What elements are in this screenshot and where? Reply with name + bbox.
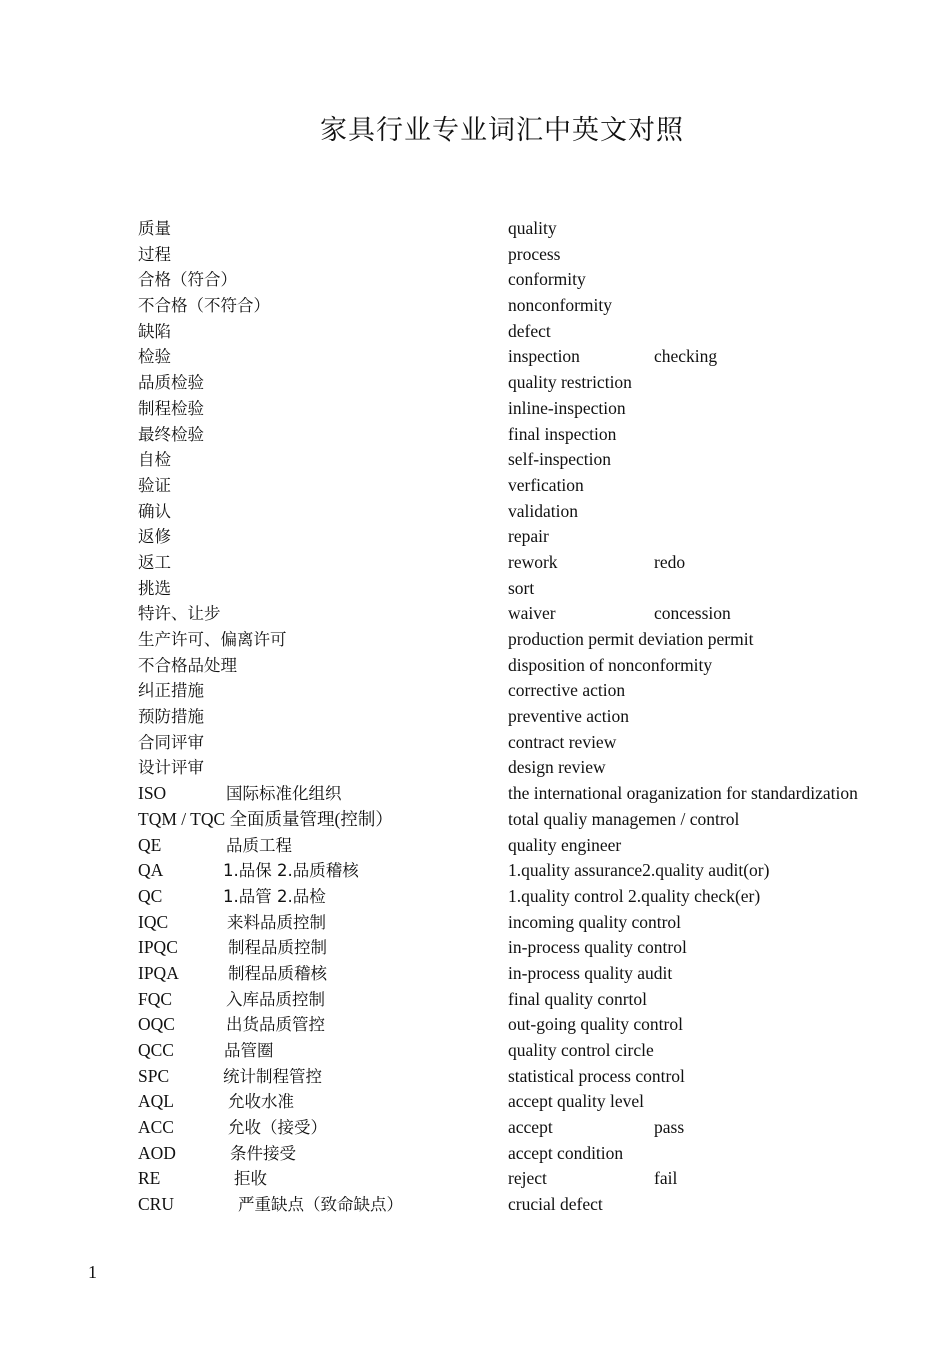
glossary-row — [138, 550, 918, 576]
chinese-term: 不合格品处理 — [138, 655, 237, 675]
abbreviation: RE — [138, 1168, 161, 1189]
abbreviation: TQM / TQC 全面质量管理(控制） — [138, 808, 393, 829]
english-term: quality restriction — [508, 372, 632, 393]
english-term: the international oraganization for standardization — [508, 783, 858, 804]
page-number: 1 — [88, 1262, 97, 1282]
glossary-row — [138, 473, 918, 499]
chinese-term: 品质检验 — [138, 373, 204, 393]
english-term: crucial defect — [508, 1194, 603, 1215]
english-term-alt: concession — [654, 603, 731, 624]
chinese-term: 拒收 — [234, 1169, 267, 1189]
chinese-term: 严重缺点（致命缺点） — [238, 1195, 403, 1215]
english-term-alt: redo — [654, 551, 686, 572]
abbreviation: ACC — [138, 1117, 174, 1138]
chinese-term: 来料品质控制 — [227, 912, 326, 932]
english-term: corrective action — [508, 680, 626, 701]
chinese-term: 不合格（不符合） — [138, 296, 270, 316]
glossary-row — [138, 653, 918, 679]
glossary-row — [138, 961, 918, 987]
chinese-term: 条件接受 — [230, 1143, 296, 1163]
glossary-row — [138, 1166, 918, 1192]
abbreviation: IPQC — [138, 937, 178, 958]
abbreviation: QC — [138, 885, 163, 906]
chinese-term: 出货品质管控 — [226, 1015, 325, 1035]
chinese-term: 1.品管 2.品检 — [223, 886, 326, 906]
document-title: 家具行业专业词汇中英文对照 — [320, 115, 684, 146]
english-term: validation — [508, 500, 578, 521]
glossary-row — [138, 910, 918, 936]
glossary-row — [138, 781, 918, 807]
english-term: quality engineer — [508, 834, 622, 855]
abbreviation: FQC — [138, 988, 173, 1009]
chinese-term: 返工 — [138, 552, 171, 572]
chinese-term: 允收（接受） — [228, 1118, 327, 1138]
glossary-row — [138, 987, 918, 1013]
abbreviation: QA — [138, 860, 164, 881]
english-term: process — [508, 243, 561, 264]
glossary-row — [138, 319, 918, 345]
english-term: quality — [508, 218, 557, 238]
english-term: accept condition — [508, 1142, 624, 1163]
english-term: rework — [508, 551, 558, 572]
chinese-term: 特许、让步 — [138, 604, 221, 624]
glossary-row — [138, 370, 918, 396]
english-term: out-going quality control — [508, 1014, 683, 1035]
glossary-row — [138, 678, 918, 704]
english-term: verfication — [508, 474, 584, 495]
english-term: quality control circle — [508, 1040, 654, 1060]
glossary-table — [138, 216, 918, 1218]
chinese-term: 品质工程 — [226, 835, 292, 855]
english-term: reject — [508, 1168, 547, 1189]
abbreviation: OQC — [138, 1014, 175, 1035]
abbreviation: ISO — [138, 783, 167, 804]
glossary-row — [138, 884, 918, 910]
chinese-term: 合同评审 — [138, 732, 204, 752]
glossary-row — [138, 627, 918, 653]
glossary-row — [138, 833, 918, 859]
glossary-row — [138, 216, 918, 242]
chinese-term: 质量 — [138, 219, 171, 238]
chinese-term: 检验 — [138, 347, 171, 367]
english-term: total qualiy managemen / control — [508, 808, 740, 829]
english-term: 1.quality assurance2.quality audit(or) — [508, 860, 770, 881]
abbreviation: AOD — [138, 1142, 176, 1163]
chinese-term: 自检 — [138, 450, 171, 470]
glossary-row — [138, 242, 918, 268]
glossary-row — [138, 1141, 918, 1167]
chinese-term: 纠正措施 — [138, 681, 204, 701]
english-term: nonconformity — [508, 295, 613, 316]
chinese-term: 生产许可、偏离许可 — [138, 630, 287, 649]
abbreviation: QE — [138, 834, 162, 855]
chinese-term: 过程 — [138, 244, 171, 264]
chinese-term: 挑选 — [138, 578, 171, 598]
chinese-term: 缺陷 — [138, 321, 171, 341]
chinese-term: 制程品质控制 — [228, 938, 327, 958]
english-term: waiver — [508, 603, 556, 624]
chinese-term: 合格（符合） — [138, 270, 237, 290]
chinese-term: 设计评审 — [138, 758, 204, 778]
glossary-row — [138, 935, 918, 961]
english-term: accept quality level — [508, 1091, 645, 1112]
english-term-alt: fail — [654, 1168, 678, 1189]
glossary-row — [138, 1064, 918, 1090]
english-term: 1.quality control 2.quality check(er) — [508, 885, 761, 906]
glossary-row — [138, 601, 918, 627]
english-term: final inspection — [508, 423, 617, 444]
english-term: self-inspection — [508, 449, 612, 470]
english-term: design review — [508, 757, 606, 778]
glossary-row — [138, 396, 918, 422]
glossary-row — [138, 1192, 918, 1218]
abbreviation: AQL — [138, 1091, 174, 1112]
glossary-row — [138, 576, 918, 602]
glossary-row — [138, 1115, 918, 1141]
glossary-row — [138, 293, 918, 319]
chinese-term: 国际标准化组织 — [226, 784, 342, 804]
chinese-term: 确认 — [138, 501, 171, 521]
english-term: in-process quality audit — [508, 962, 673, 983]
glossary-row — [138, 524, 918, 550]
glossary-row — [138, 1038, 918, 1064]
abbreviation: QCC — [138, 1040, 174, 1060]
english-term: inline-inspection — [508, 397, 626, 418]
glossary-row — [138, 858, 918, 884]
english-term: production permit deviation permit — [508, 629, 754, 649]
glossary-row — [138, 807, 918, 833]
english-term: conformity — [508, 269, 586, 290]
chinese-term: 允收水准 — [228, 1092, 294, 1112]
glossary-row — [138, 1012, 918, 1038]
chinese-term: 制程检验 — [138, 398, 204, 418]
chinese-term: 验证 — [138, 475, 171, 495]
abbreviation: IPQA — [138, 962, 179, 983]
glossary-row — [138, 499, 918, 525]
english-term-alt: checking — [654, 346, 718, 367]
english-term: repair — [508, 526, 549, 547]
english-term: disposition of nonconformity — [508, 654, 713, 675]
glossary-row — [138, 447, 918, 473]
english-term: contract review — [508, 731, 617, 752]
chinese-term: 品管圈 — [224, 1041, 274, 1060]
english-term: defect — [508, 320, 551, 341]
abbreviation: CRU — [138, 1194, 174, 1215]
chinese-term: 最终检验 — [138, 424, 204, 444]
glossary-row — [138, 267, 918, 293]
glossary-row — [138, 730, 918, 756]
english-term-alt: pass — [654, 1117, 685, 1138]
chinese-term: 入库品质控制 — [226, 989, 325, 1009]
glossary-row — [138, 344, 918, 370]
english-term: inspection — [508, 346, 580, 367]
glossary-row — [138, 704, 918, 730]
chinese-term: 1.品保 2.品质稽核 — [223, 861, 359, 881]
english-term: accept — [508, 1117, 553, 1138]
english-term: in-process quality control — [508, 937, 687, 958]
english-term: incoming quality control — [508, 911, 682, 932]
english-term: sort — [508, 577, 535, 598]
glossary-row — [138, 755, 918, 781]
abbreviation: IQC — [138, 911, 169, 932]
english-term: statistical process control — [508, 1065, 685, 1086]
chinese-term: 制程品质稽核 — [228, 963, 327, 983]
chinese-term: 预防措施 — [138, 707, 204, 727]
english-term: final quality conrtol — [508, 988, 647, 1009]
chinese-term: 统计制程管控 — [223, 1066, 322, 1086]
glossary-row — [138, 1089, 918, 1115]
abbreviation: SPC — [138, 1065, 170, 1086]
glossary-row — [138, 422, 918, 448]
chinese-term: 返修 — [138, 527, 171, 547]
english-term: preventive action — [508, 706, 629, 727]
